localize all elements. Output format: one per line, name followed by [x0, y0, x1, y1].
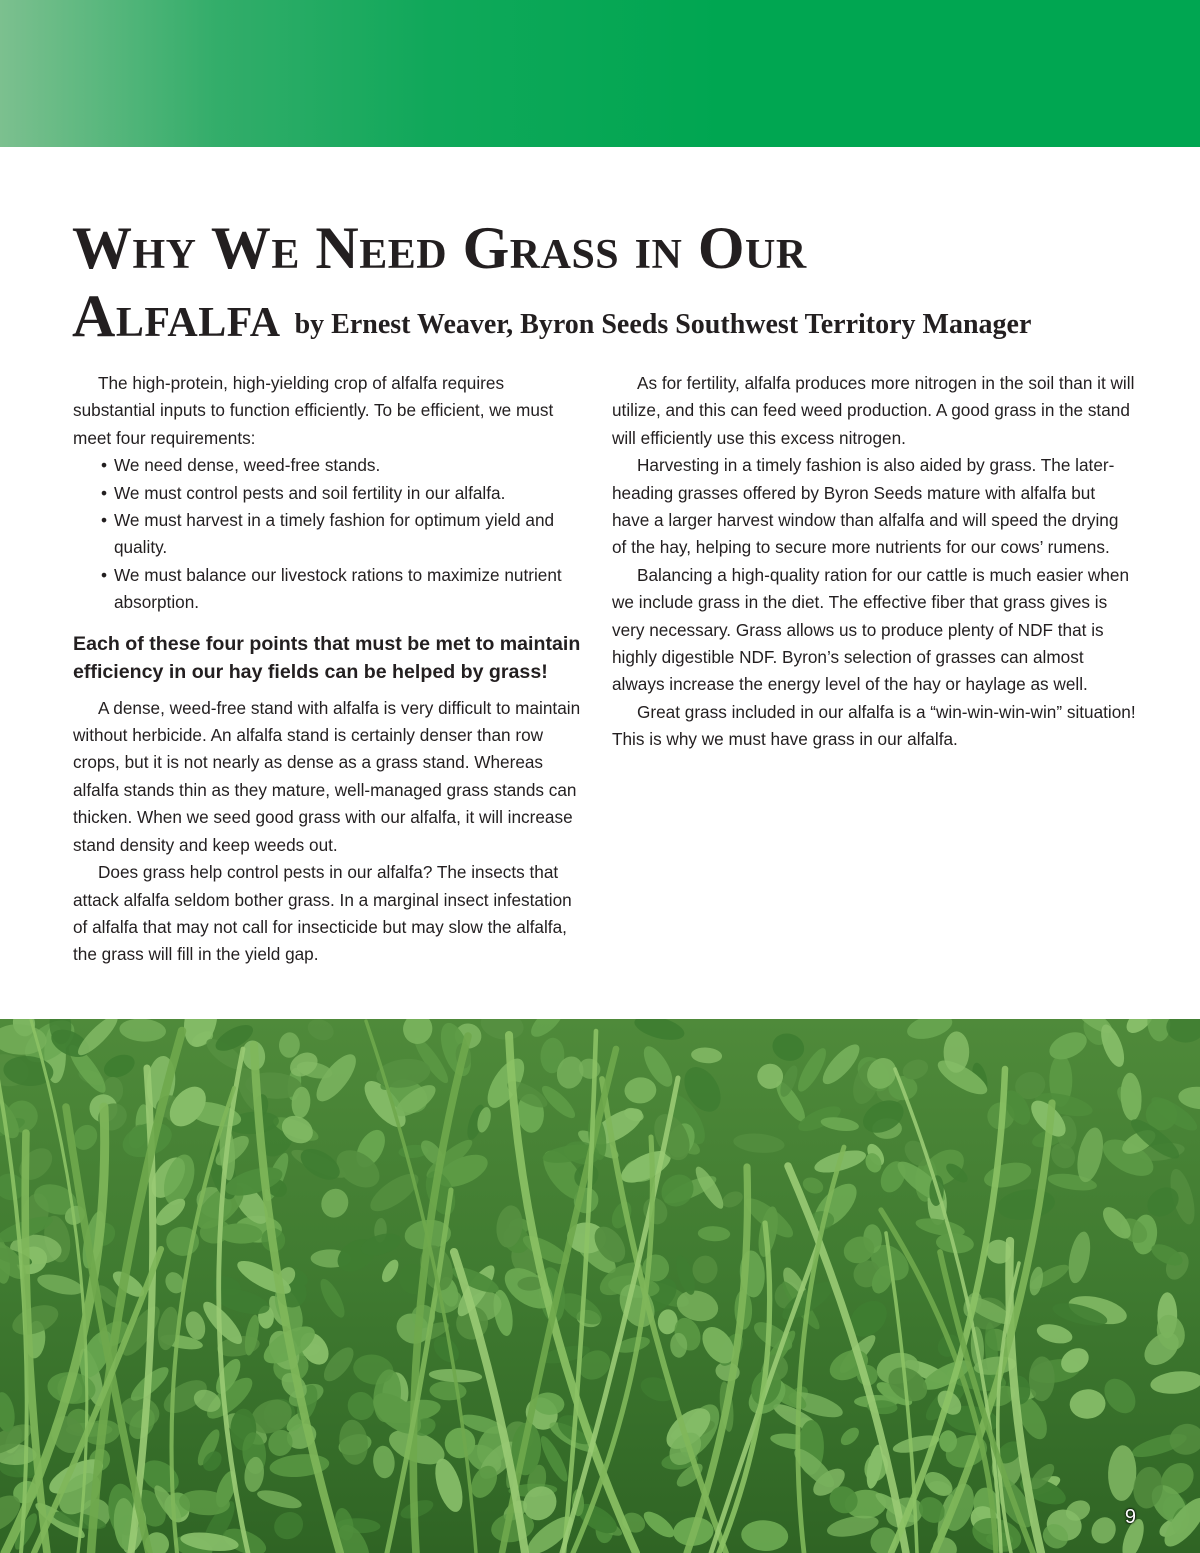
right-column	[612, 370, 1137, 754]
requirements-list	[73, 452, 583, 616]
list-item-text: We need dense, weed-free stands.	[114, 455, 381, 476]
headline-line-2	[72, 282, 1172, 359]
headline-word-alfalfa: Alfalfa	[72, 283, 281, 349]
grass-alfalfa-field-photo	[0, 1019, 1200, 1553]
bullet-icon: •	[101, 482, 108, 503]
bullet-icon: •	[101, 564, 108, 585]
list-item	[101, 562, 583, 617]
article-headline	[72, 214, 1172, 359]
body-paragraph: Harvesting in a timely fashion is also aided by grass. The later-heading grasses offered by Byron Seeds mature with alfalfa but have a larger harvest window than alfalfa and will speed the drying of the hay, helping to secure more nutrients for our cows’ rumens.	[612, 455, 1119, 558]
bullet-icon: •	[101, 455, 108, 476]
list-item-text: We must control pests and soil fertility in our alfalfa.	[114, 482, 506, 503]
byline: by Ernest Weaver, Byron Seeds Southwest Territory Manager	[294, 309, 1032, 340]
body-paragraph: Great grass included in our alfalfa is a “win-win-win-win” situation! This is why we must have grass in our alfalfa.	[612, 701, 1136, 750]
list-item	[101, 507, 583, 562]
body-paragraph: Does grass help control pests in our alfalfa? The insects that attack alfalfa seldom bother grass. In a marginal insect infestation of alfalfa that may not call for insecticide but may slow the alfalfa, the grass will fill in the yield gap.	[73, 862, 572, 965]
headline-line-1: Why We Need Grass in Our	[72, 215, 807, 281]
header-color-band	[0, 0, 1200, 147]
list-item-text: We must harvest in a timely fashion for optimum yield and quality.	[114, 510, 555, 558]
body-paragraph: As for fertility, alfalfa produces more nitrogen in the soil than it will utilize, and this can feed weed production. A good grass in the stand will efficiently use this excess nitrogen.	[612, 373, 1135, 448]
page-number: 9	[1124, 1506, 1136, 1528]
body-paragraph: A dense, weed-free stand with alfalfa is very difficult to maintain without herbicide. An alfalfa stand is certainly denser than row crops, but it is not nearly as dense as a grass stand. Whereas alfalfa stands thin as they mature, well-managed grass stands can thicken. When we seed good grass with our alfalfa, it will increase stand density and keep weeds out.	[73, 697, 581, 855]
list-item	[101, 452, 583, 479]
intro-paragraph: The high-protein, high-yielding crop of alfalfa requires substantial inputs to function efficiently. To be efficient, we must meet four requirements:	[73, 373, 554, 448]
bullet-icon: •	[101, 510, 108, 531]
list-item-text: We must balance our livestock rations to maximize nutrient absorption.	[114, 564, 562, 613]
body-paragraph: Balancing a high-quality ration for our cattle is much easier when we include grass in the diet. The effective fiber that grass gives is very necessary. Grass allows us to produce plenty of NDF that is highly digestible NDF. Byron’s selection of grasses can almost always increase the energy level of the hay or haylage as well.	[612, 564, 1130, 695]
callout-heading: Each of these four points that must be met to maintain efficiency in our hay fields can be helped by grass!	[73, 632, 581, 683]
left-column	[73, 370, 583, 969]
list-item	[101, 480, 583, 507]
